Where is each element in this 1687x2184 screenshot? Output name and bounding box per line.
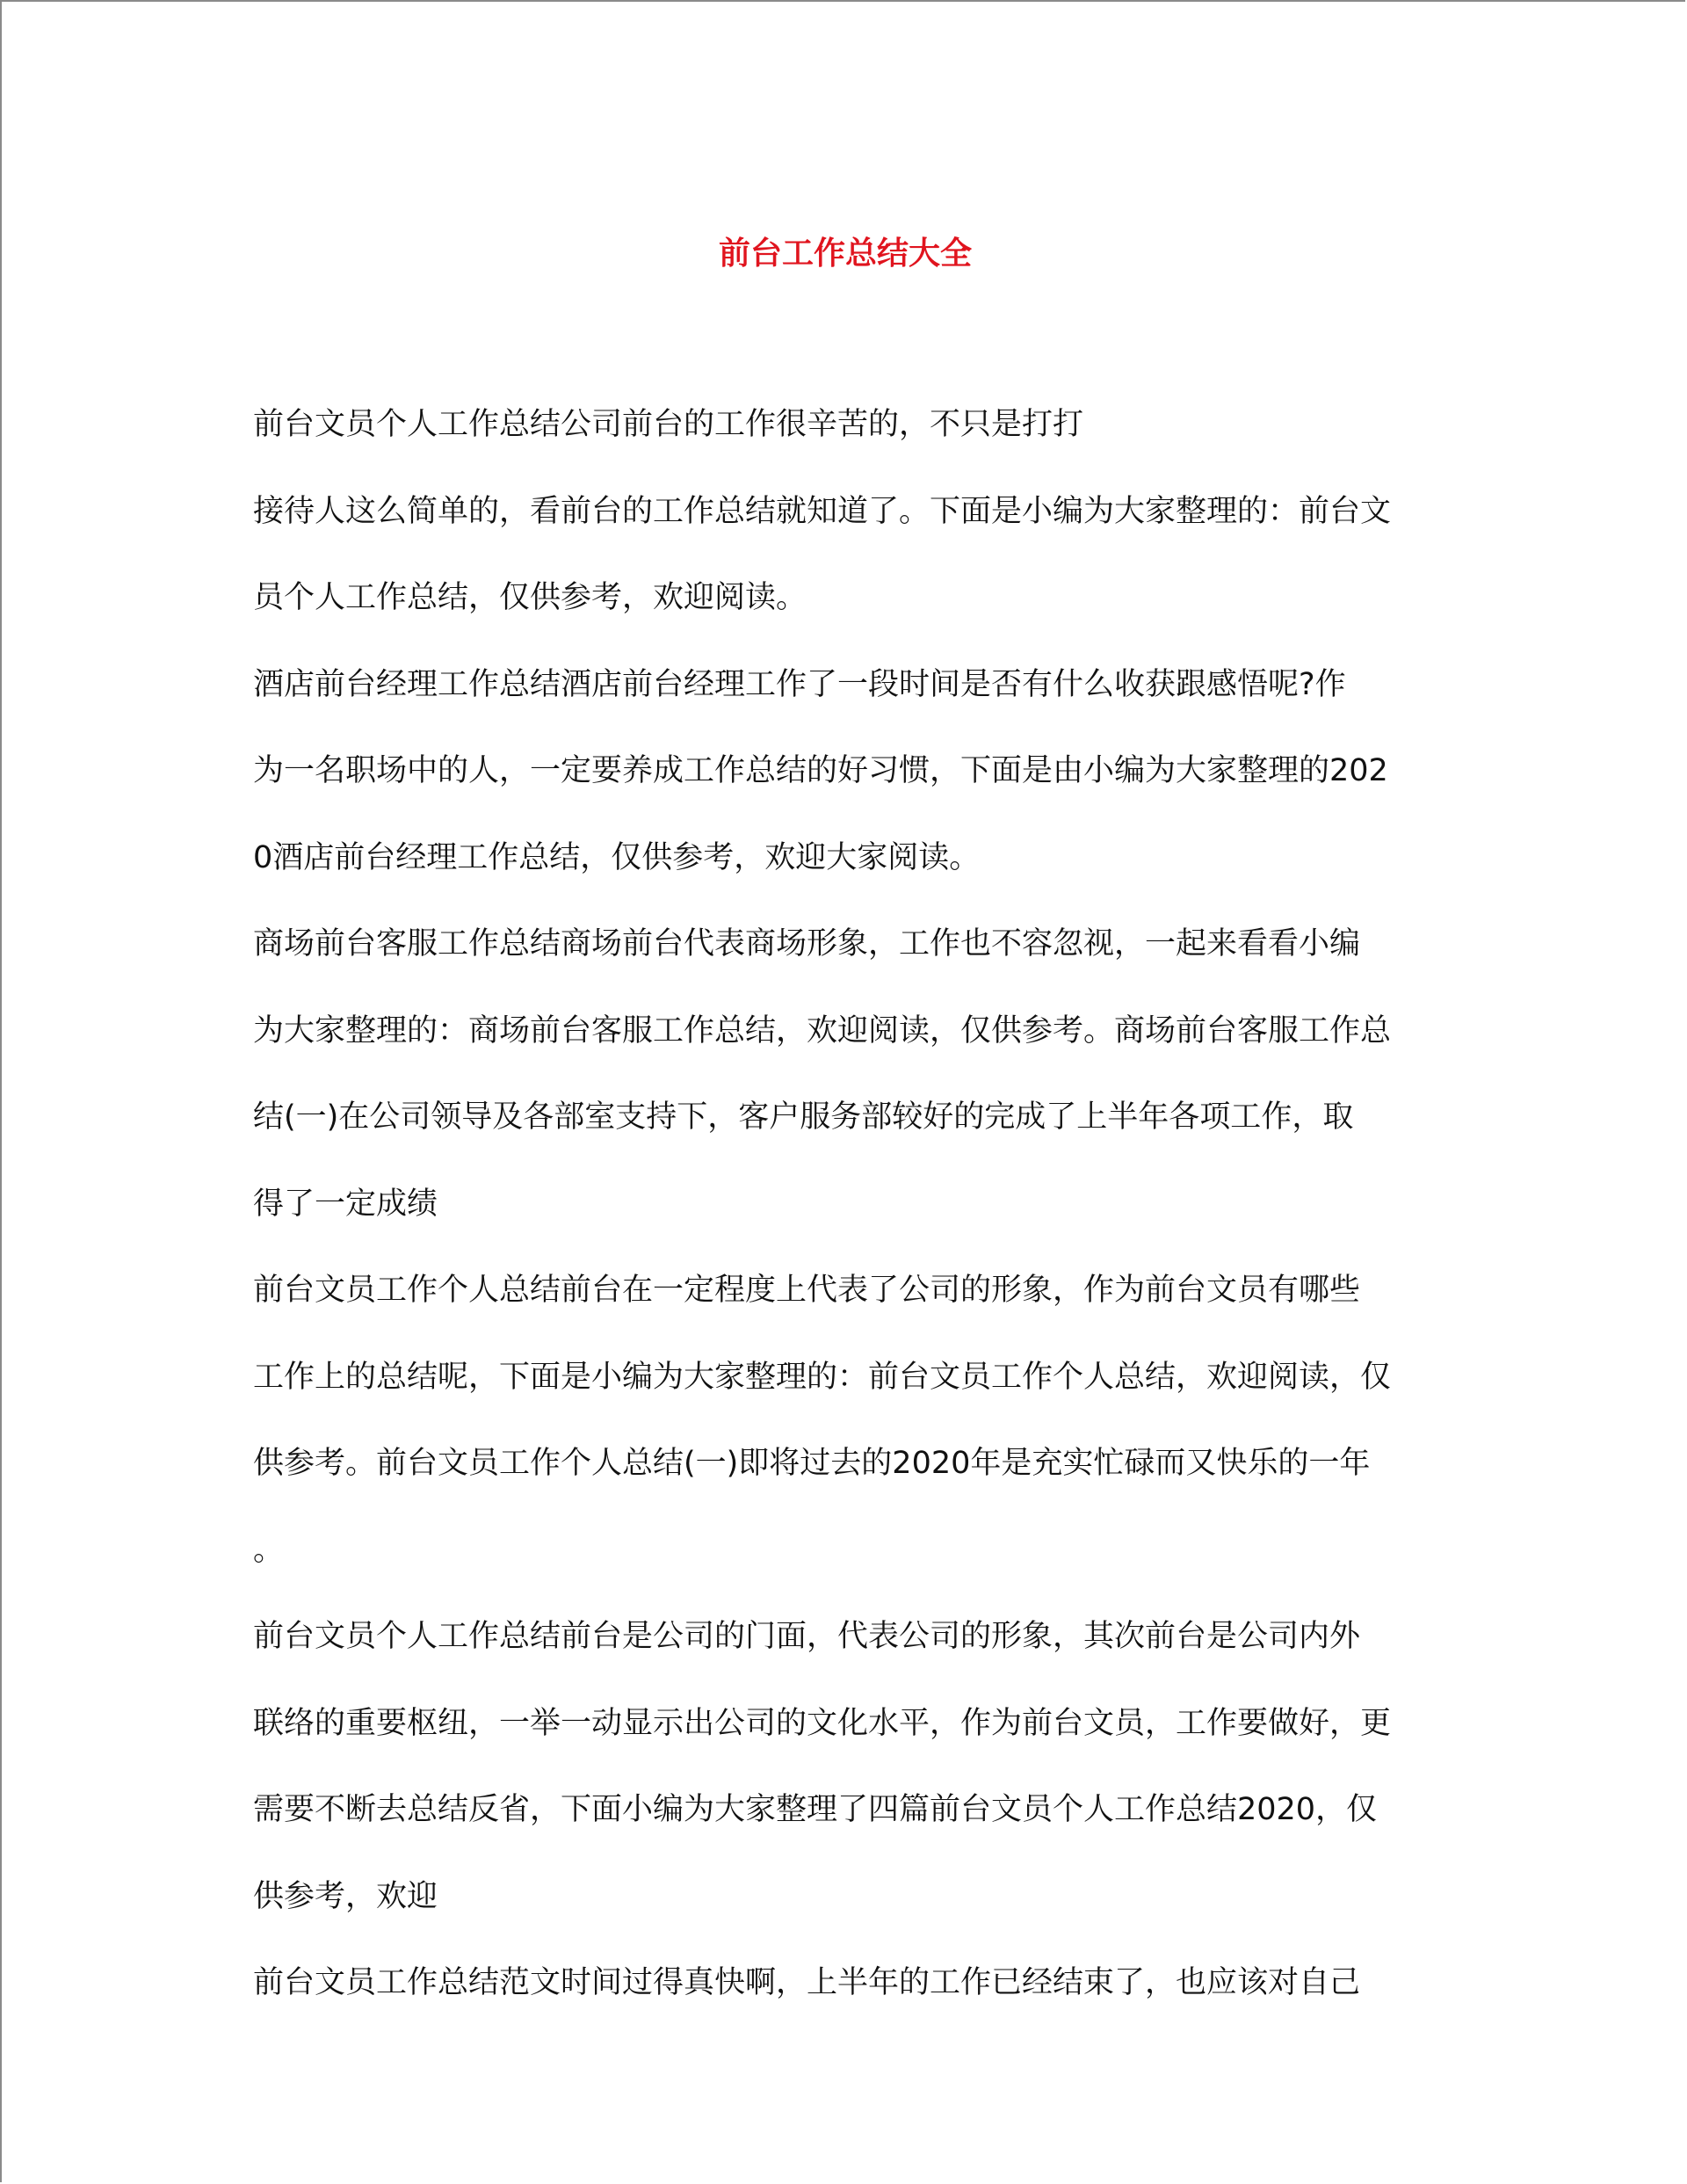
paragraph-line: 前台文员工作总结范文时间过得真快啊，上半年的工作已经结束了，也应该对自己 — [253, 1965, 1361, 2000]
paragraph-line: 0酒店前台经理工作总结，仅供参考，欢迎大家阅读。 — [253, 839, 981, 875]
paragraph — [253, 642, 1439, 902]
paragraph — [253, 1247, 1439, 1593]
paragraph-line: 为一名职场中的人，一定要养成工作总结的好习惯，下面是由小编为大家整理的202 — [253, 753, 1388, 788]
document-title: 前台工作总结大全 — [718, 236, 972, 272]
paragraph-line: 供参考，欢迎 — [253, 1878, 438, 1914]
paragraph-line: 员个人工作总结，仅供参考，欢迎阅读。 — [253, 580, 807, 615]
paragraph-line: 为大家整理的：商场前台客服工作总结，欢迎阅读，仅供参考。商场前台客服工作总 — [253, 1012, 1392, 1048]
paragraph — [253, 901, 1439, 1247]
document-body — [253, 381, 1439, 2027]
paragraph-line: 需要不断去总结反省，下面小编为大家整理了四篇前台文员个人工作总结2020，仅 — [253, 1792, 1378, 1827]
paragraph-line: 联络的重要枢纽，一举一动显示出公司的文化水平，作为前台文员，工作要做好，更 — [253, 1705, 1392, 1741]
paragraph — [253, 1593, 1439, 1940]
paragraph — [253, 1940, 1439, 2027]
paragraph-line: 前台文员个人工作总结公司前台的工作很辛苦的，不只是打打 — [253, 407, 1084, 442]
paragraph-line: 。 — [253, 1532, 285, 1568]
paragraph-line: 结(一)在公司领导及各部室支持下，客户服务部较好的完成了上半年各项工作，取 — [253, 1099, 1354, 1135]
paragraph — [253, 381, 1439, 642]
paragraph-line: 接待人这么简单的，看前台的工作总结就知道了。下面是小编为大家整理的：前台文 — [253, 493, 1392, 529]
paragraph-line: 得了一定成绩 — [253, 1186, 438, 1222]
paragraph-line: 工作上的总结呢，下面是小编为大家整理的：前台文员工作个人总结，欢迎阅读，仅 — [253, 1359, 1392, 1395]
paragraph-line: 前台文员个人工作总结前台是公司的门面，代表公司的形象，其次前台是公司内外 — [253, 1619, 1361, 1654]
paragraph-line: 商场前台客服工作总结商场前台代表商场形象，工作也不容忽视，一起来看看小编 — [253, 926, 1361, 961]
paragraph-line: 酒店前台经理工作总结酒店前台经理工作了一段时间是否有什么收获跟感悟呢?作 — [253, 666, 1346, 702]
paragraph-line: 供参考。前台文员工作个人总结(一)即将过去的2020年是充实忙碌而又快乐的一年 — [253, 1446, 1371, 1481]
paragraph-line: 前台文员工作个人总结前台在一定程度上代表了公司的形象，作为前台文员有哪些 — [253, 1273, 1361, 1308]
